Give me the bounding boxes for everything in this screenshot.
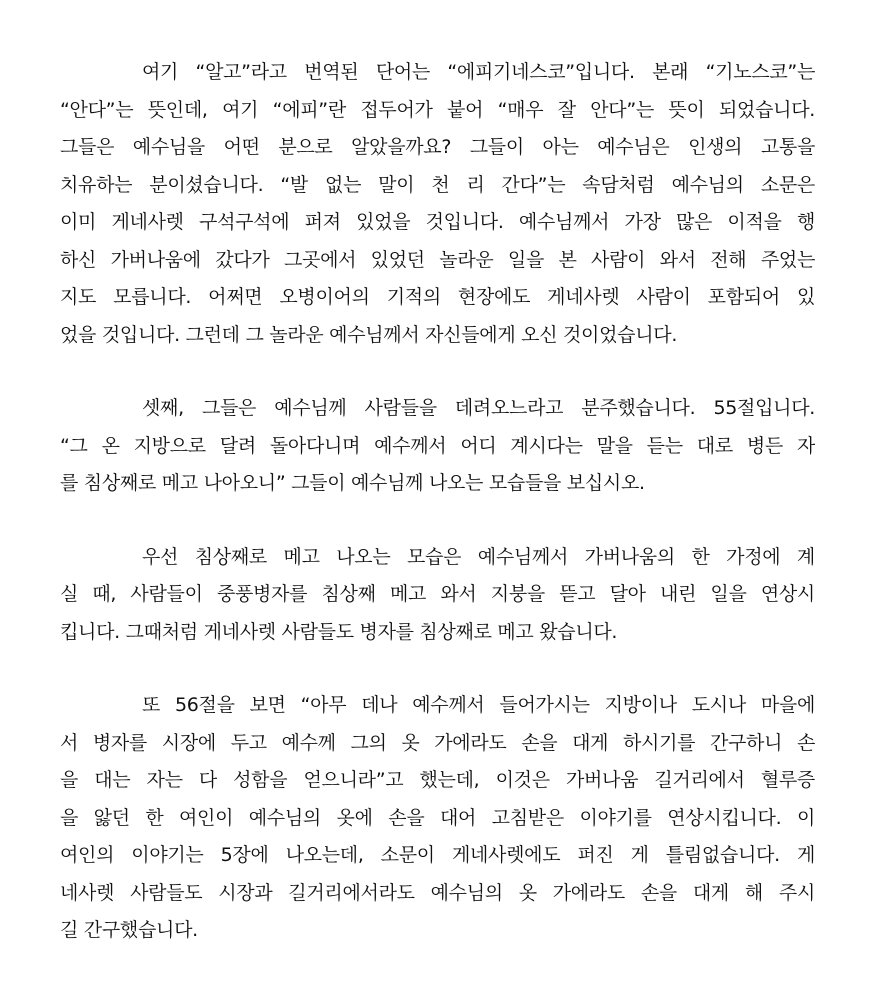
text-line: “그 온 지방으로 달려 돌아다니며 예수께서 어디 계시다는 말을 듣는 대로 병든 자 [60, 434, 815, 457]
text-line: 여인의 이야기는 5장에 나오는데, 소문이 게네사렛에도 퍼진 게 틀림없습니다. 게 [60, 844, 815, 866]
paragraph-3 [60, 539, 815, 652]
text-line: 지도 모릅니다. 어쩌면 오병이어의 기적의 현장에도 게네사렛 사람이 포함되어 있 [60, 286, 815, 308]
paragraph-1 [60, 54, 815, 354]
text-line: 이미 게네사렛 구석구석에 퍼져 있었을 것입니다. 예수님께서 가장 많은 이적을 행 [60, 211, 815, 233]
paragraph-4 [60, 687, 815, 950]
text-line: 실 때, 사람들이 중풍병자를 침상째 메고 와서 지붕을 뜯고 달아 내린 일을 연상시 [60, 583, 815, 605]
text-line: 을 대는 자는 다 성함을 얻으니라”고 했는데, 이것은 가버나움 길거리에서 혈루증 [60, 769, 815, 791]
document-page [60, 54, 815, 986]
text-line: 킵니다. 그때처럼 게네사렛 사람들도 병자를 침상째로 메고 왔습니다. [60, 620, 618, 643]
text-line: 치유하는 분이셨습니다. “발 없는 말이 천 리 간다”는 속담처럼 예수님의 소문은 [60, 173, 815, 196]
text-line: 우선 침상째로 메고 나오는 모습은 예수님께서 가버나움의 한 가정에 계 [142, 545, 815, 568]
paragraph-2 [60, 390, 815, 503]
text-line: 서 병자를 시장에 두고 예수께 그의 옷 가에라도 손을 대게 하시기를 간구하니 손 [60, 731, 815, 754]
text-line: 셋째, 그들은 예수님께 사람들을 데려오느라고 분주했습니다. 55절입니다. [142, 397, 815, 419]
text-line: 네사렛 사람들도 시장과 길거리에서라도 예수님의 옷 가에라도 손을 대게 해 주시 [60, 881, 815, 904]
text-line: 또 56절을 보면 “아무 데나 예수께서 들어가시는 지방이나 도시나 마을에 [142, 694, 815, 716]
text-line: 을 앓던 한 여인이 예수님의 옷에 손을 대어 고침받은 이야기를 연상시킵니다. 이 [60, 806, 815, 829]
text-line: “안다”는 뜻인데, 여기 “에피”란 접두어가 붙어 “매우 잘 안다”는 뜻이 되었습니다. [60, 98, 815, 121]
text-line: 를 침상째로 메고 나아오니” 그들이 예수님께 나오는 모습들을 보십시오. [60, 472, 645, 494]
text-line: 길 간구했습니다. [60, 919, 198, 941]
text-line: 여기 “알고”라고 번역된 단어는 “에피기네스코”입니다. 본래 “기노스코”는 [142, 61, 815, 83]
text-line: 었을 것입니다. 그런데 그 놀라운 예수님께서 자신들에게 오신 것이었습니다. [60, 323, 678, 346]
text-line: 하신 가버나움에 갔다가 그곳에서 있었던 놀라운 일을 본 사람이 와서 전해 주었는 [60, 248, 815, 271]
text-line: 그들은 예수님을 어떤 분으로 알았을까요? 그들이 아는 예수님은 인생의 고통을 [60, 136, 815, 158]
